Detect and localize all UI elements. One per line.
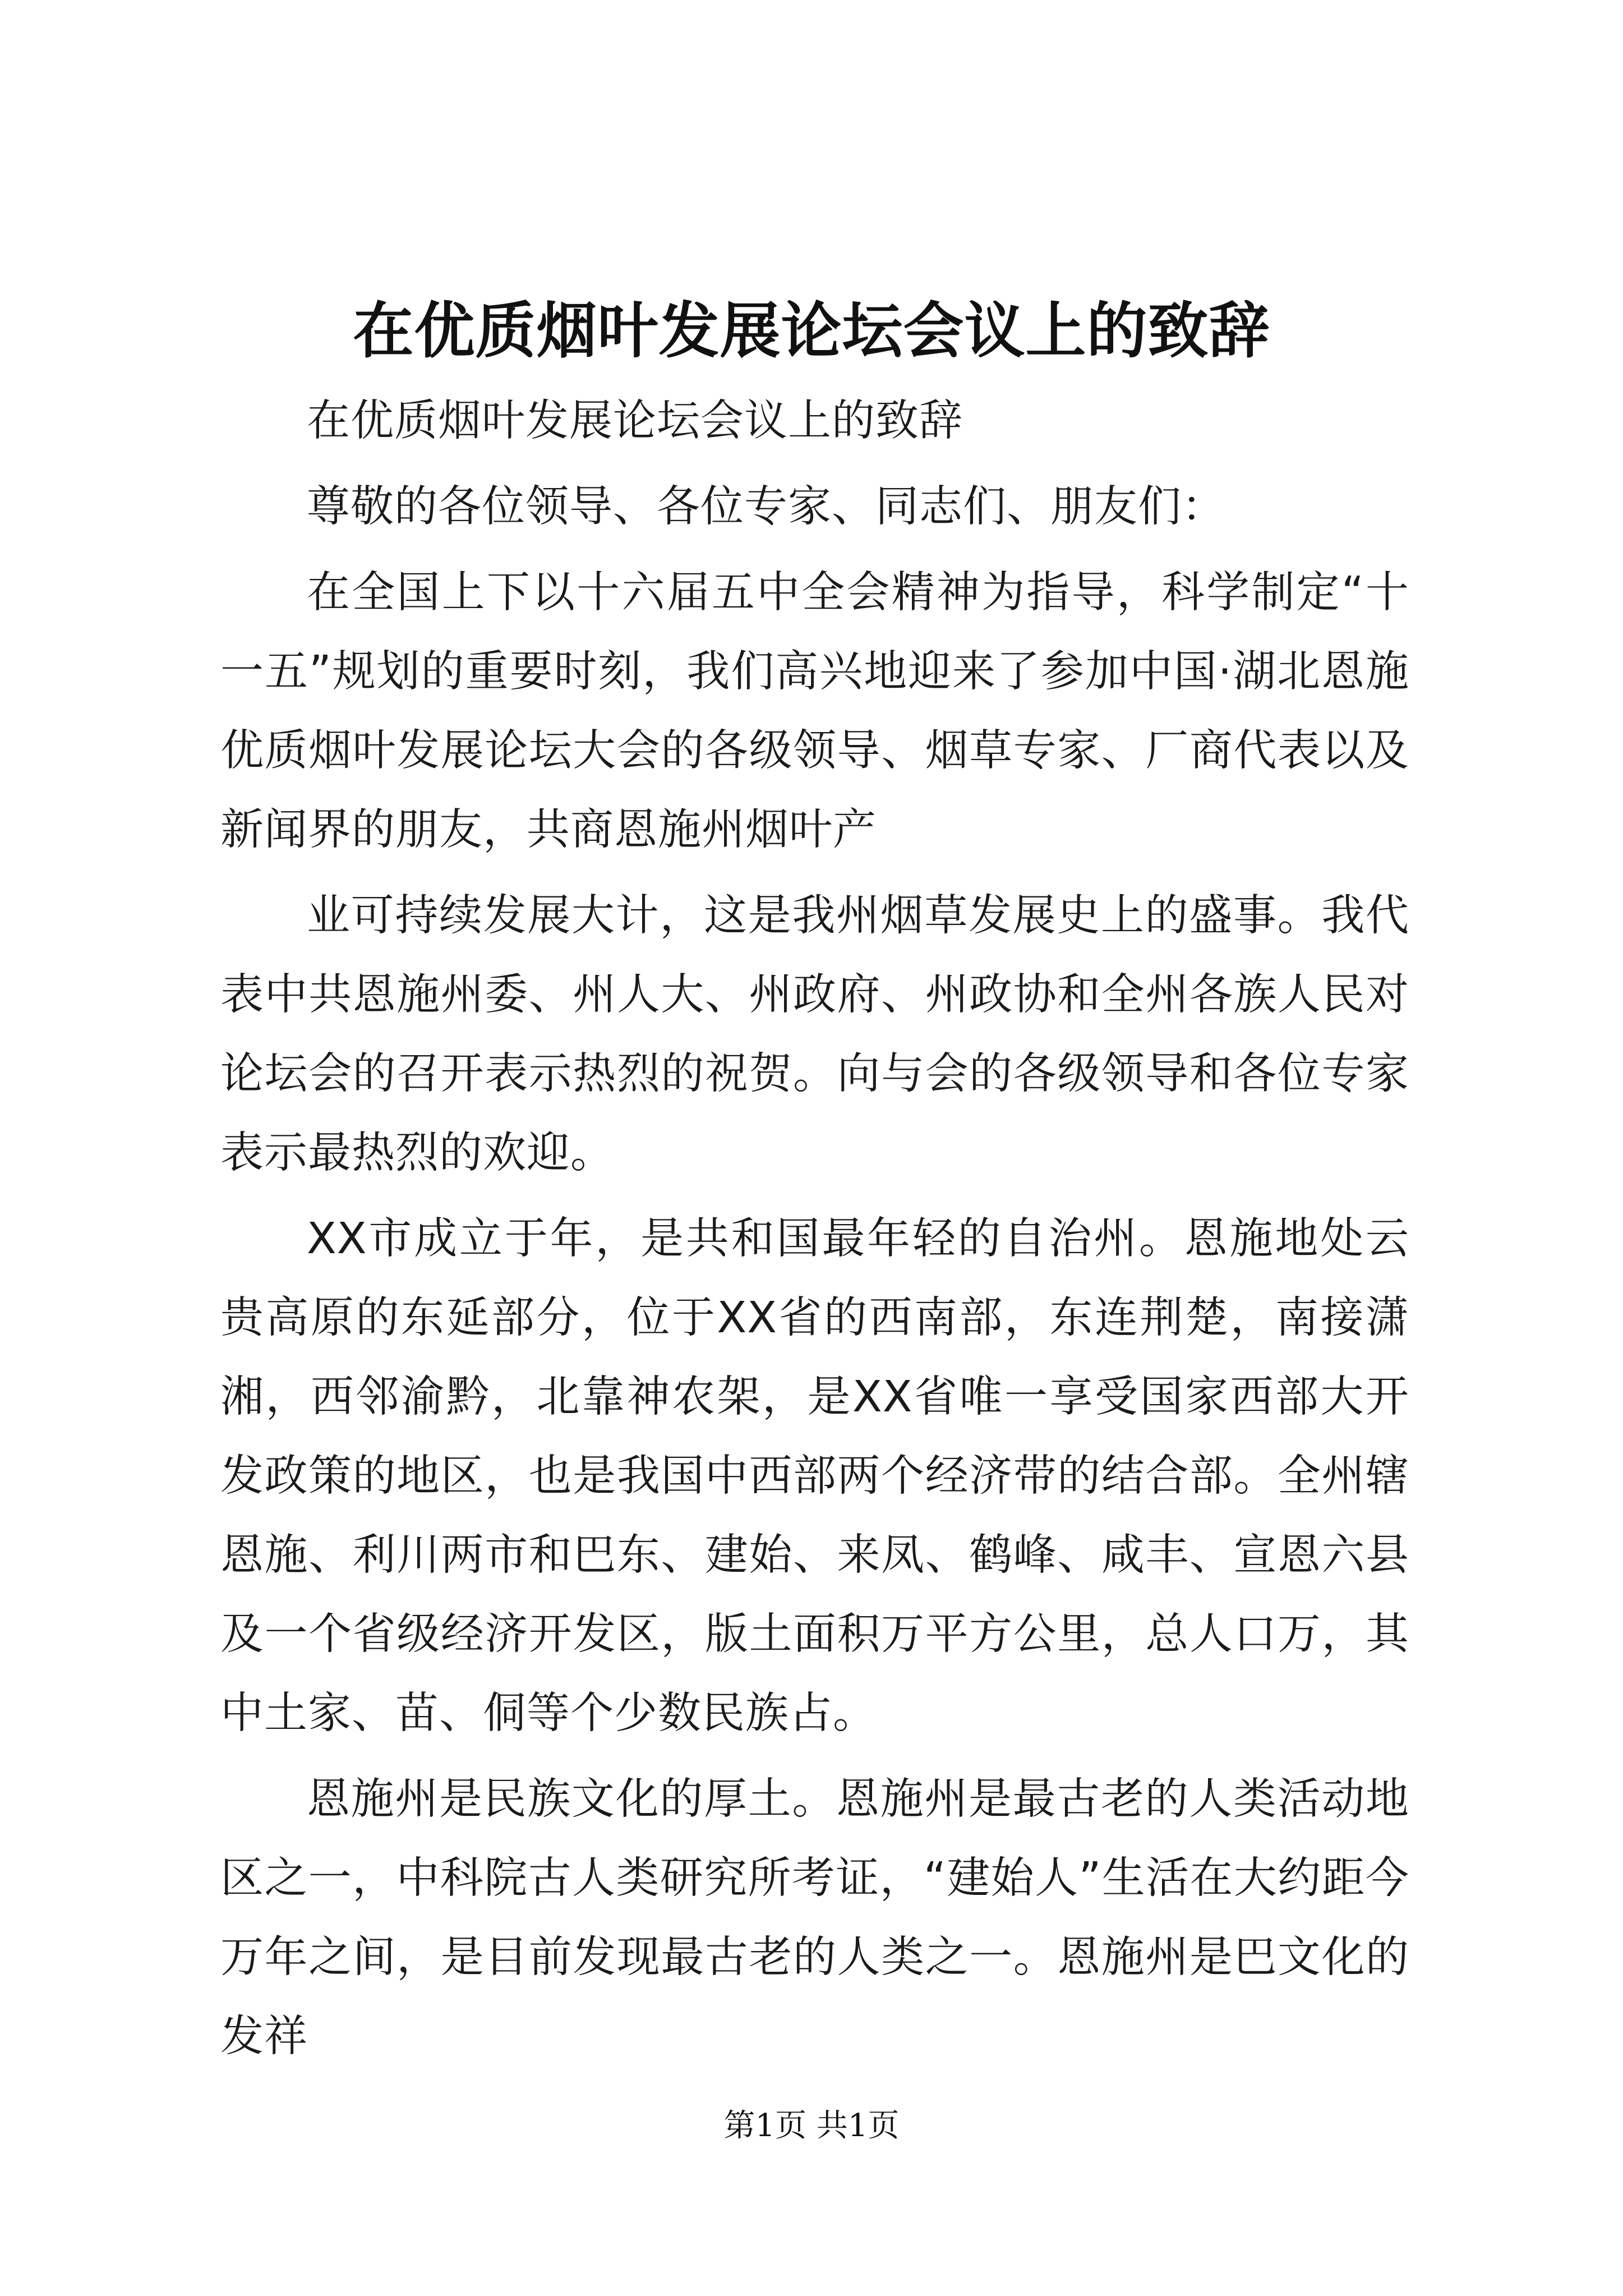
paragraph: XX市成立于年，是共和国最年轻的自治州。恩施地处云贵高原的东延部分，位于XX省的西南部，东连荆楚，南接潇湘，西邻渝黔，北靠神农架，是XX省唯一享受国家西部大开发政策的地区，也是我国中西部两个经济带的结合部。全州辖恩施、利川两市和巴东、建始、来凤、鹤峰、咸丰、宣恩六县及一个省级经济开发区，版土面积万平方公里，总人口万，其中土家、苗、侗等个少数民族占。 <box>220 1214 1409 1738</box>
paragraph: 在全国上下以十六届五中全会精神为指导，科学制定“十一五”规划的重要时刻，我们高兴地迎来了参加中国·湖北恩施优质烟叶发展论坛大会的各级领导、烟草专家、厂商代表以及新闻界的朋友，共商恩施州烟叶产 <box>220 568 1409 855</box>
paragraph-salutation: 尊敬的各位领导、各位专家、同志们、朋友们： <box>307 482 1225 532</box>
paragraph: 业可持续发展大计，这是我州烟草发展史上的盛事。我代表中共恩施州委、州人大、州政府、州政协和全州各族人民对论坛会的召开表示热烈的祝贺。向与会的各级领导和各位专家表示最热烈的欢迎。 <box>220 891 1409 1178</box>
paragraph: 恩施州是民族文化的厚土。恩施州是最古老的人类活动地区之一，中科院古人类研究所考证，“建始人”生活在大约距今万年之间，是目前发现最古老的人类之一。恩施州是巴文化的发祥 <box>220 1774 1409 2062</box>
document-body <box>220 381 1409 2083</box>
page-footer: 第1页 共1页 <box>723 2108 900 2144</box>
document-title: 在优质烟叶发展论坛会议上的致辞 <box>353 296 1270 366</box>
paragraph-subtitle: 在优质烟叶发展论坛会议上的致辞 <box>307 396 963 446</box>
